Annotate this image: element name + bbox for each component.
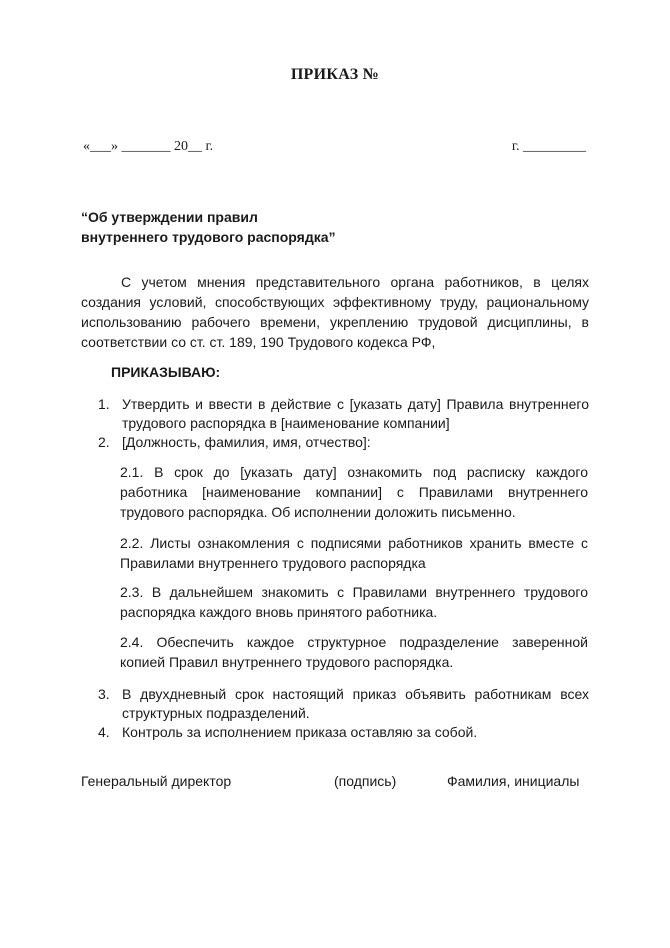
- subitem-2-3: 2.3. В дальнейшем знакомить с Правилами внутреннего трудового распорядка каждого вновь принятого работника.: [120, 584, 588, 620]
- document-title: ПРИКАЗ №: [290, 66, 380, 83]
- list-item-number: 3.: [98, 686, 110, 702]
- date-line: «___» _______ 20__ г.: [83, 139, 214, 154]
- preamble-paragraph: С учетом мнения представительного органа работников, в целях создания условий, способствующих эффективному труду, рациональному использованию рабочего времени, укреплению трудовой дисциплины, в соответствии со ст. ст. 189, 190 Трудового кодекса РФ,: [81, 274, 589, 350]
- list-item-text: Контроль за исполнением приказа оставляю за собой.: [122, 724, 478, 740]
- subject-line-1: “Об утверждении правил: [81, 209, 258, 225]
- list-item: [98, 723, 589, 742]
- subject-line-2: внутреннего трудового распорядка”: [81, 229, 336, 245]
- list-item-text: Утвердить и ввести в действие с [указать дату] Правила внутреннего трудового распорядка в [наименование компании]: [122, 396, 589, 431]
- list-item-text: [Должность, фамилия, имя, отчество]:: [122, 434, 371, 450]
- signatory-name-placeholder: Фамилия, инициалы: [447, 773, 580, 789]
- list-item-number: 1.: [98, 396, 110, 412]
- list-item: [98, 433, 589, 452]
- orders-heading: ПРИКАЗЫВАЮ:: [111, 364, 221, 380]
- list-item-text: В двухдневный срок настоящий приказ объявить работникам всех структурных подразделений.: [122, 686, 589, 721]
- subitem-2-4: 2.4. Обеспечить каждое структурное подразделение заверенной копией Правил внутреннего трудового распорядка.: [120, 634, 588, 670]
- city-line: г. _________: [511, 139, 586, 154]
- list-item: [98, 685, 589, 723]
- subitem-2-1: 2.1. В срок до [указать дату] ознакомить под расписку каждого работника [наименование компании] с Правилами внутреннего трудового распорядка. Об исполнении доложить письменно.: [120, 464, 588, 520]
- subitem-2-2: 2.2. Листы ознакомления с подписями работников хранить вместе с Правилами внутреннего трудового распорядка: [120, 535, 588, 571]
- list-item: [98, 395, 589, 433]
- list-item-number: 4.: [98, 724, 110, 740]
- list-item-number: 2.: [98, 434, 110, 450]
- signature-placeholder: (подпись): [334, 773, 397, 789]
- order-subject: [81, 207, 336, 247]
- signatory-position: Генеральный директор: [81, 773, 232, 789]
